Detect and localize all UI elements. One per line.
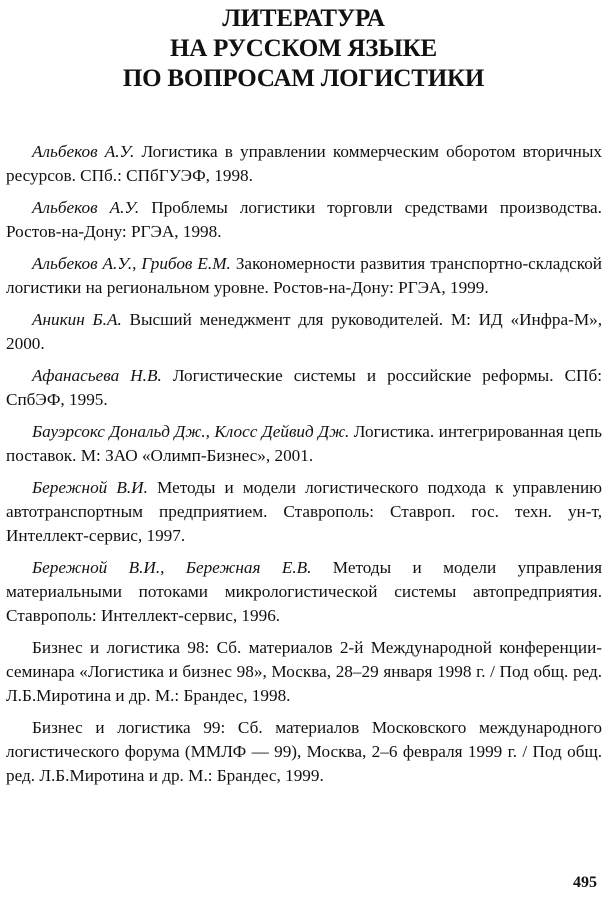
reference-text: Логистика в управлении коммерческим оборотом вторичных ресурсов. СПб.: СПбГУЭФ, 1998. xyxy=(6,142,602,185)
title-line-2: НА РУССКОМ ЯЗЫКЕ xyxy=(169,35,438,62)
reference-author: Бауэрсокс Дональд Дж., Клосс Дейвид Дж. xyxy=(32,422,350,441)
reference-text: Логистические системы и российские реформы. СПб: СпбЭФ, 1995. xyxy=(6,366,602,409)
reference-text: Проблемы логистики торговли средствами производства. Ростов-на-Дону: РГЭА, 1998. xyxy=(6,198,602,241)
reference-item xyxy=(6,420,602,468)
reference-text: Бизнес и логистика 98: Сб. материалов 2-й Международной конференции-семинара «Логистика и бизнес 98», Москва, 28–29 января 1998 г. / Под общ. ред. Л.Б.Миротина и др. М.: Брандес, 1998. xyxy=(6,638,602,705)
reference-item xyxy=(6,716,602,788)
reference-item xyxy=(6,364,602,412)
reference-text: Закономерности развития транспортно-складской логистики на региональном уровне. Ростов-на-Дону: РГЭА, 1999. xyxy=(6,254,603,297)
reference-author: Бережной В.И., Бережная Е.В. xyxy=(32,558,312,577)
reference-item xyxy=(6,308,602,356)
reference-item xyxy=(6,196,602,244)
reference-text: Методы и модели управления материальными потоками микрологистической системы автопредприятия. Ставрополь: Интеллект-сервис, 1996. xyxy=(6,558,602,625)
reference-item xyxy=(6,140,602,188)
reference-item xyxy=(6,252,602,300)
title-line-1: ЛИТЕРАТУРА xyxy=(222,5,385,32)
reference-author: Аникин Б.А. xyxy=(32,310,122,329)
reference-item xyxy=(6,476,602,548)
reference-text: Бизнес и логистика 99: Сб. материалов Московского международного логистического форума (ММЛФ — 99), Москва, 2–6 февраля 1999 г. / Под общ. ред. Л.Б.Миротина и др. М.: Брандес, 1999. xyxy=(6,718,602,785)
reference-item xyxy=(6,556,602,628)
reference-author: Афанасьева Н.В. xyxy=(32,366,162,385)
reference-text: Методы и модели логистического подхода к управлению автотранспортным предприятием. Ставрополь: Ставроп. гос. техн. ун-т, Интеллект-сервис, 1997. xyxy=(6,478,602,545)
reference-text: Логистика. интегрированная цепь поставок. М: ЗАО «Олимп-Бизнес», 2001. xyxy=(6,422,602,465)
page-title xyxy=(0,4,607,94)
title-line-3: ПО ВОПРОСАМ ЛОГИСТИКИ xyxy=(122,65,485,92)
reference-author: Альбеков А.У. xyxy=(32,198,140,217)
reference-item xyxy=(6,636,602,708)
reference-list xyxy=(6,140,602,796)
page-number: 495 xyxy=(573,874,597,891)
reference-text: Высший менеджмент для руководителей. М: ИД «Инфра-М», 2000. xyxy=(6,310,602,353)
reference-author: Альбеков А.У., Грибов Е.М. xyxy=(32,254,231,273)
reference-author: Бережной В.И. xyxy=(32,478,148,497)
reference-author: Альбеков А.У. xyxy=(32,142,135,161)
